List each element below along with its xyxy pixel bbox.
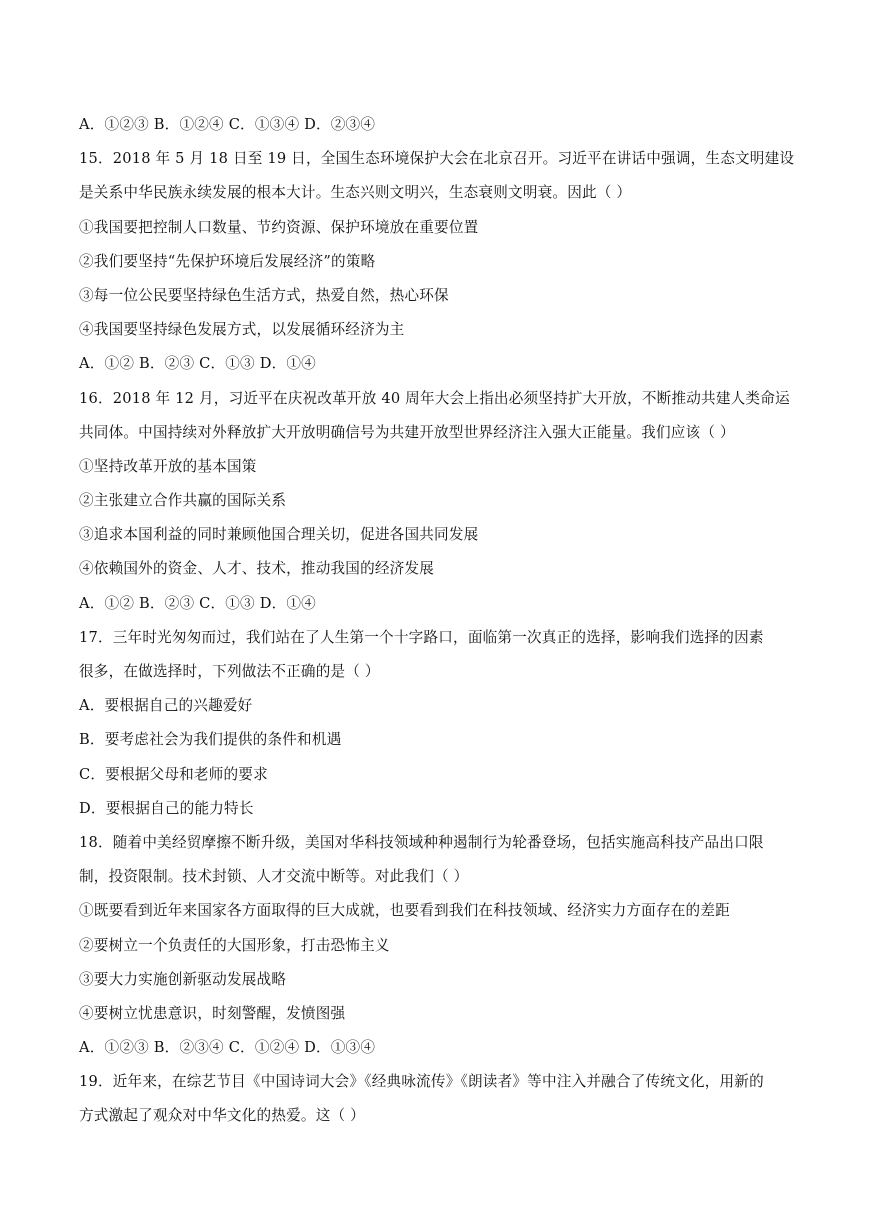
q17-option-b: B．要考虑社会为我们提供的条件和机遇 bbox=[79, 731, 342, 749]
q17-stem-line-2: 很多，在做选择时，下列做法不正确的是（ ） bbox=[79, 663, 380, 680]
q16-item-2: ②主张建立合作共赢的国际关系 bbox=[79, 492, 287, 510]
q18-item-1: ①既要看到近年来国家各方面取得的巨大成就，也要看到我们在科技领域、经济实力方面存在的差距 bbox=[79, 902, 730, 920]
q15-stem-line-2: 是关系中华民族永续发展的根本大计。生态兴则文明兴，生态衰则文明衰。因此（ ） bbox=[79, 184, 632, 202]
q18-stem-line-2: 制，投资限制。技术封锁、人才交流中断等。对此我们（ ） bbox=[79, 868, 469, 886]
q16-stem-line-2: 共同体。中国持续对外释放扩大开放明确信号为共建开放型世界经济注入强大正能量。我们应该（ ） bbox=[79, 423, 735, 441]
q14-options: A．①②③ B．①②④ C．①③④ D．②③④ bbox=[79, 116, 376, 133]
q19-stem-line-1: 19．近年来，在综艺节目《中国诗词大会》《经典咏流传》《朗读者》等中注入并融合了传统文化，用新的 bbox=[79, 1073, 764, 1091]
q15-item-4: ④我国要坚持绿色发展方式，以发展循环经济为主 bbox=[79, 321, 405, 339]
q16-item-4: ④依赖国外的资金、人才、技术，推动我国的经济发展 bbox=[79, 560, 435, 578]
exam-page-content bbox=[79, 108, 799, 1134]
q15-item-2: ②我们要坚持“先保护环境后发展经济”的策略 bbox=[79, 252, 376, 270]
q16-item-3: ③追求本国利益的同时兼顾他国合理关切，促进各国共同发展 bbox=[79, 526, 479, 544]
q17-option-c: C．要根据父母和老师的要求 bbox=[79, 765, 268, 783]
q15-item-3: ③每一位公民要坚持绿色生活方式，热爱自然，热心环保 bbox=[79, 286, 449, 304]
q18-stem-line-1: 18．随着中美经贸摩擦不断升级，美国对华科技领域种种遏制行为轮番登场，包括实施高科技产品出口限 bbox=[79, 833, 764, 851]
q18-item-3: ③要大力实施创新驱动发展战略 bbox=[79, 970, 287, 988]
q19-stem-line-2: 方式激起了观众对中华文化的热爱。这（ ） bbox=[79, 1107, 365, 1125]
q15-options: A．①② B．②③ C．①③ D．①④ bbox=[79, 355, 316, 373]
q15-stem-line-1: 15．2018 年 5 月 18 日至 19 日，全国生态环境保护大会在北京召开。习近平在讲话中强调，生态文明建设 bbox=[79, 150, 795, 168]
q17-stem-line-1: 17．三年时光匆匆而过，我们站在了人生第一个十字路口，面临第一次真正的选择，影响我们选择的因素 bbox=[79, 628, 764, 646]
q18-options: A．①②③ B．②③④ C．①②④ D．①③④ bbox=[79, 1039, 376, 1057]
q16-item-1: ①坚持改革开放的基本国策 bbox=[79, 457, 257, 475]
q16-options: A．①② B．②③ C．①③ D．①④ bbox=[79, 594, 316, 612]
q15-item-1: ①我国要把控制人口数量、节约资源、保护环境放在重要位置 bbox=[79, 218, 479, 236]
q18-item-2: ②要树立一个负责任的大国形象，打击恐怖主义 bbox=[79, 936, 390, 954]
q17-option-a: A．要根据自己的兴趣爱好 bbox=[79, 697, 253, 715]
q17-option-d: D．要根据自己的能力特长 bbox=[79, 799, 254, 817]
q16-stem-line-1: 16．2018 年 12 月，习近平在庆祝改革开放 40 周年大会上指出必须坚持扩大开放，不断推动共建人类命运 bbox=[79, 389, 790, 407]
q18-item-4: ④要树立忧患意识，时刻警醒，发愤图强 bbox=[79, 1004, 346, 1022]
